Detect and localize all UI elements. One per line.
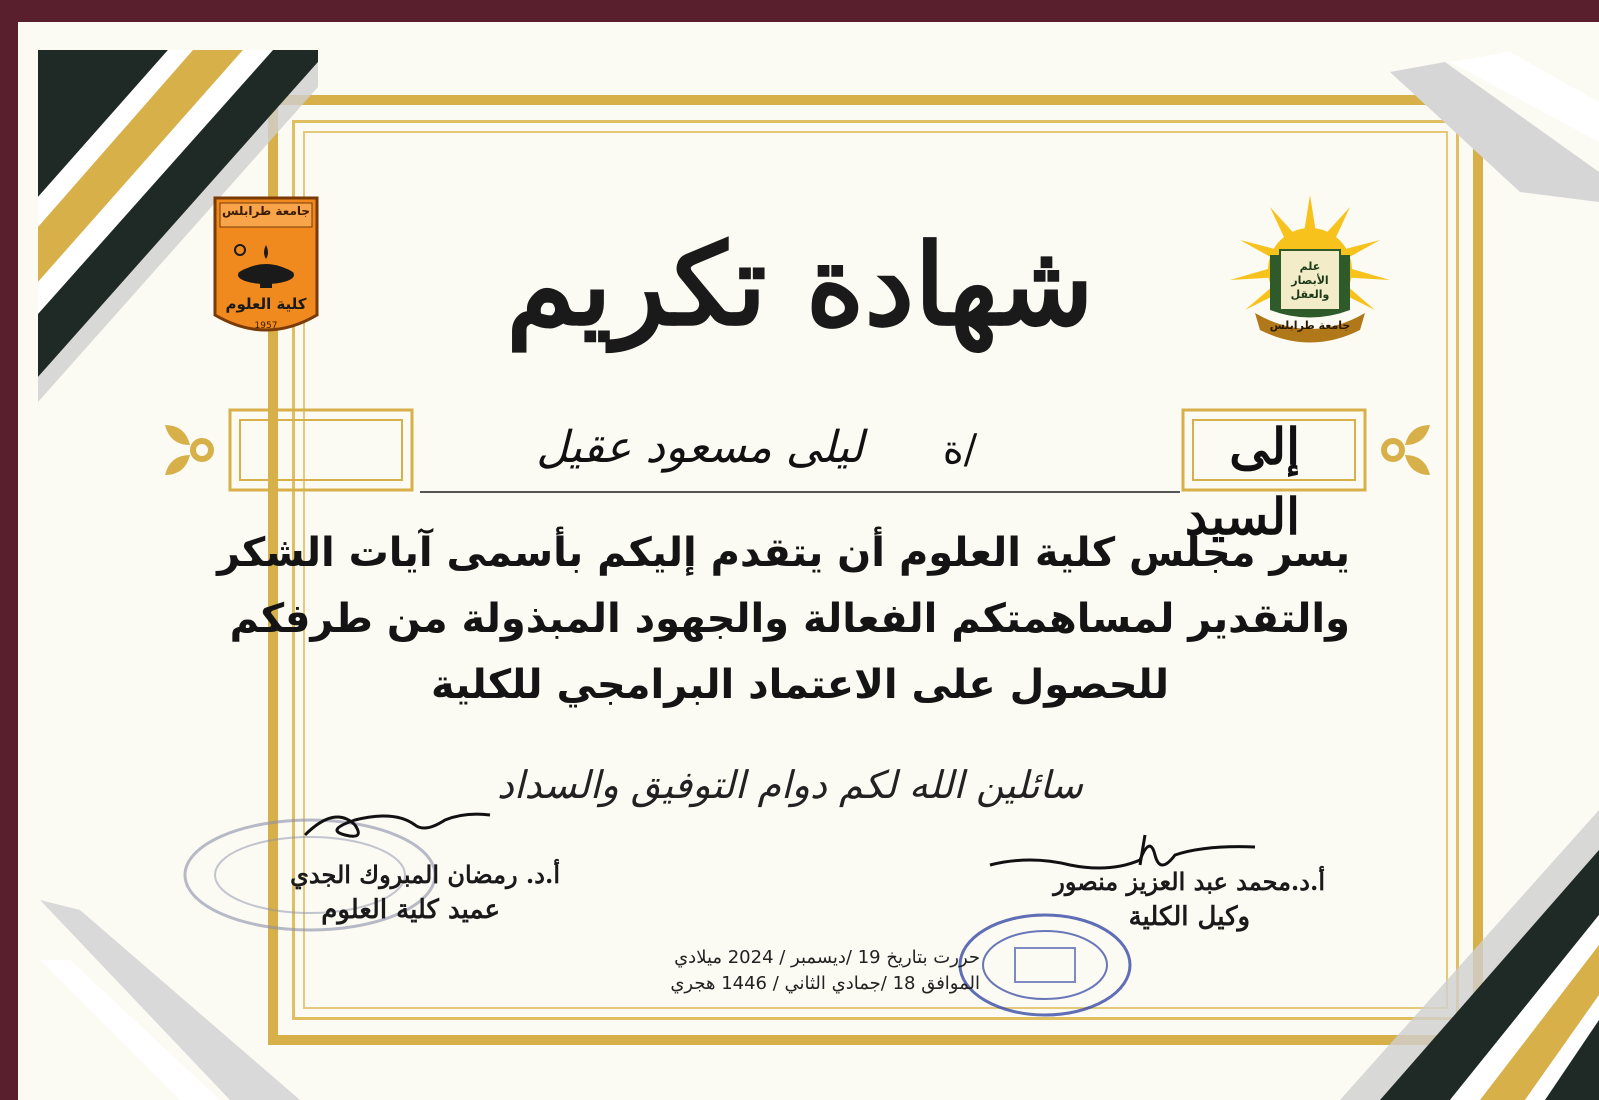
logo-university-name: جامعة طرابلس [221,204,311,218]
date-gregorian: حررت بتاريخ 19 /ديسمبر / 2024 ميلادي [674,947,980,968]
body-line: والتقدير لمساهمتكم الفعالة والجهود المبذولة من طرفكم [229,596,1350,642]
dean-signature [300,800,500,850]
emblem-motto: علم الأبصار والعقل [1290,260,1330,301]
logo-college-name: كلية العلوم [225,295,307,313]
college-stamp [955,910,1135,1020]
issue-date [600,945,980,997]
body-line: للحصول على الاعتماد البرامجي للكلية [431,662,1169,708]
top-right-ribbon-decoration [1370,22,1599,202]
emblem-university-name: جامعة طرابلس [1269,319,1351,332]
certificate-body [217,520,1350,718]
university-emblem-logo [1230,195,1390,345]
recipient-name: ليلى مسعود عقيل [536,422,864,473]
to-mr-mrs-label: إلى السيد [1184,417,1300,546]
gender-suffix: /ة [942,427,978,473]
oil-lamp-icon [230,235,302,290]
body-line: يسر مجلس كلية العلوم أن يتقدم إليكم بأسمى آيات الشكر [217,530,1350,576]
dean-signature-block [230,858,560,928]
college-of-science-logo [212,195,320,340]
logo-year: 1957 [254,321,278,331]
closing-wish: سائلين الله لكم دوام التوفيق والسداد [496,763,1084,807]
dean-name: أ.د. رمضان المبروك الجدي [290,860,560,889]
certificate-title: شهادة تكريم [506,219,1094,351]
name-underline [420,491,1180,493]
vice-dean-name: أ.د.محمد عبد العزيز منصور [1053,867,1325,896]
bottom-right-ribbon-decoration [1340,740,1599,1100]
date-hijri: الموافق 18 /جمادي الثاني / 1446 هجري [670,973,980,994]
dean-title: عميد كلية العلوم [321,895,500,925]
vice-dean-title: وكيل الكلية [1128,902,1250,932]
